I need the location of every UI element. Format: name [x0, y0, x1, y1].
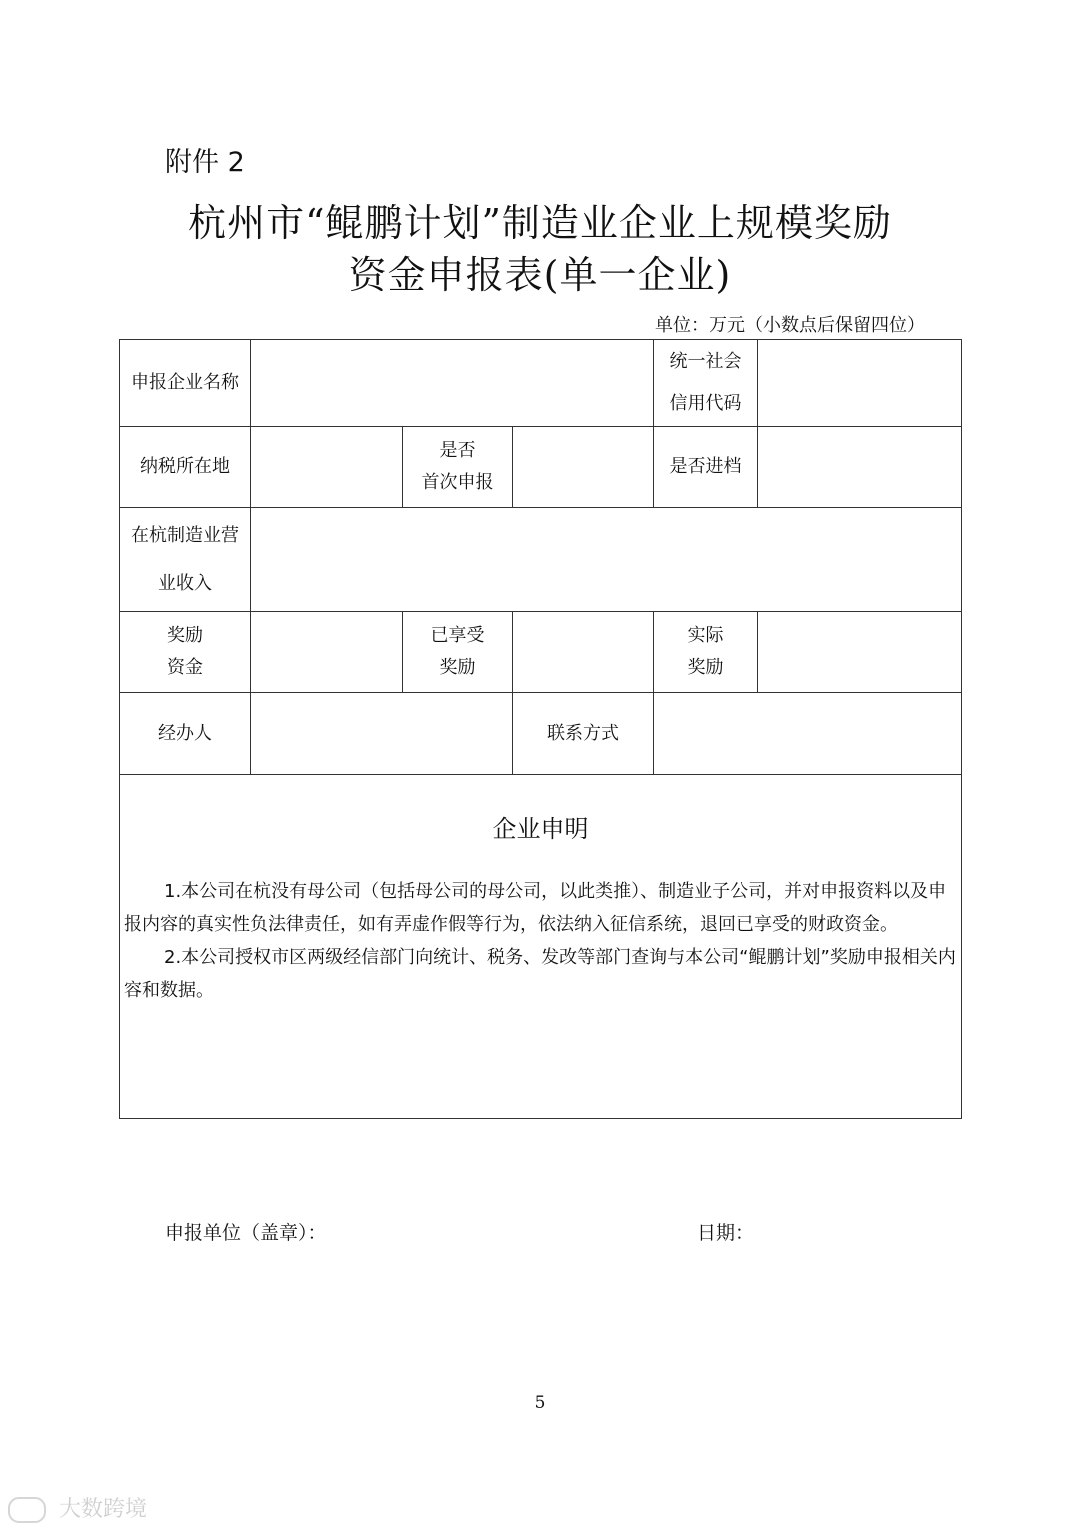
- declaration-paragraph-2: 2.本公司授权市区两级经信部门向统计、税务、发改等部门查询与本公司“鲲鹏计划”奖励申报相关内容和数据。: [124, 947, 956, 1001]
- enrolled-field[interactable]: [758, 427, 962, 508]
- unit-note: 单位：万元（小数点后保留四位）: [655, 315, 925, 336]
- credit-code-field[interactable]: [758, 340, 962, 427]
- first-apply-label: 是否 首次申报: [403, 427, 513, 508]
- first-apply-field[interactable]: [513, 427, 654, 508]
- watermark: 大数跨境: [8, 1492, 147, 1523]
- handler-label: 经办人: [120, 693, 251, 775]
- company-name-label: 申报企业名称: [120, 340, 251, 427]
- credit-code-label: 统一社会 信用代码: [654, 340, 758, 427]
- reward-fund-label: 奖励 资金: [120, 612, 251, 693]
- declaration-title: 企业申明: [492, 815, 589, 843]
- revenue-field[interactable]: [251, 508, 962, 612]
- declaration-section: [120, 775, 962, 1119]
- actual-reward-field[interactable]: [758, 612, 962, 693]
- date-label: 日期：: [697, 1222, 755, 1244]
- enjoyed-reward-field[interactable]: [513, 612, 654, 693]
- revenue-label: 在杭制造业营 业收入: [120, 508, 251, 612]
- enjoyed-reward-label: 已享受 奖励: [403, 612, 513, 693]
- form-title-line-2: 资金申报表(单一企业): [348, 253, 732, 297]
- declaration-paragraph-1: 1.本公司在杭没有母公司（包括母公司的母公司，以此类推）、制造业子公司，并对申报资料以及申报内容的真实性负法律责任，如有弄虚作假等行为，依法纳入征信系统，退回已享受的财政资金。: [124, 881, 947, 935]
- handler-field[interactable]: [251, 693, 513, 775]
- reward-fund-field[interactable]: [251, 612, 403, 693]
- watermark-logo-icon: [8, 1497, 46, 1523]
- page-number: 5: [534, 1393, 546, 1413]
- contact-field[interactable]: [654, 693, 962, 775]
- company-name-field[interactable]: [251, 340, 654, 427]
- actual-reward-label: 实际 奖励: [654, 612, 758, 693]
- tax-location-field[interactable]: [251, 427, 403, 508]
- enrolled-label: 是否进档: [654, 427, 758, 508]
- applicant-seal-label: 申报单位（盖章）：: [165, 1222, 327, 1244]
- attachment-label: 附件 2: [165, 147, 245, 178]
- application-form-table: [119, 339, 962, 1119]
- contact-label: 联系方式: [513, 693, 654, 775]
- tax-location-label: 纳税所在地: [120, 427, 251, 508]
- form-title-line-1: 杭州市“鲲鹏计划”制造业企业上规模奖励: [188, 201, 892, 245]
